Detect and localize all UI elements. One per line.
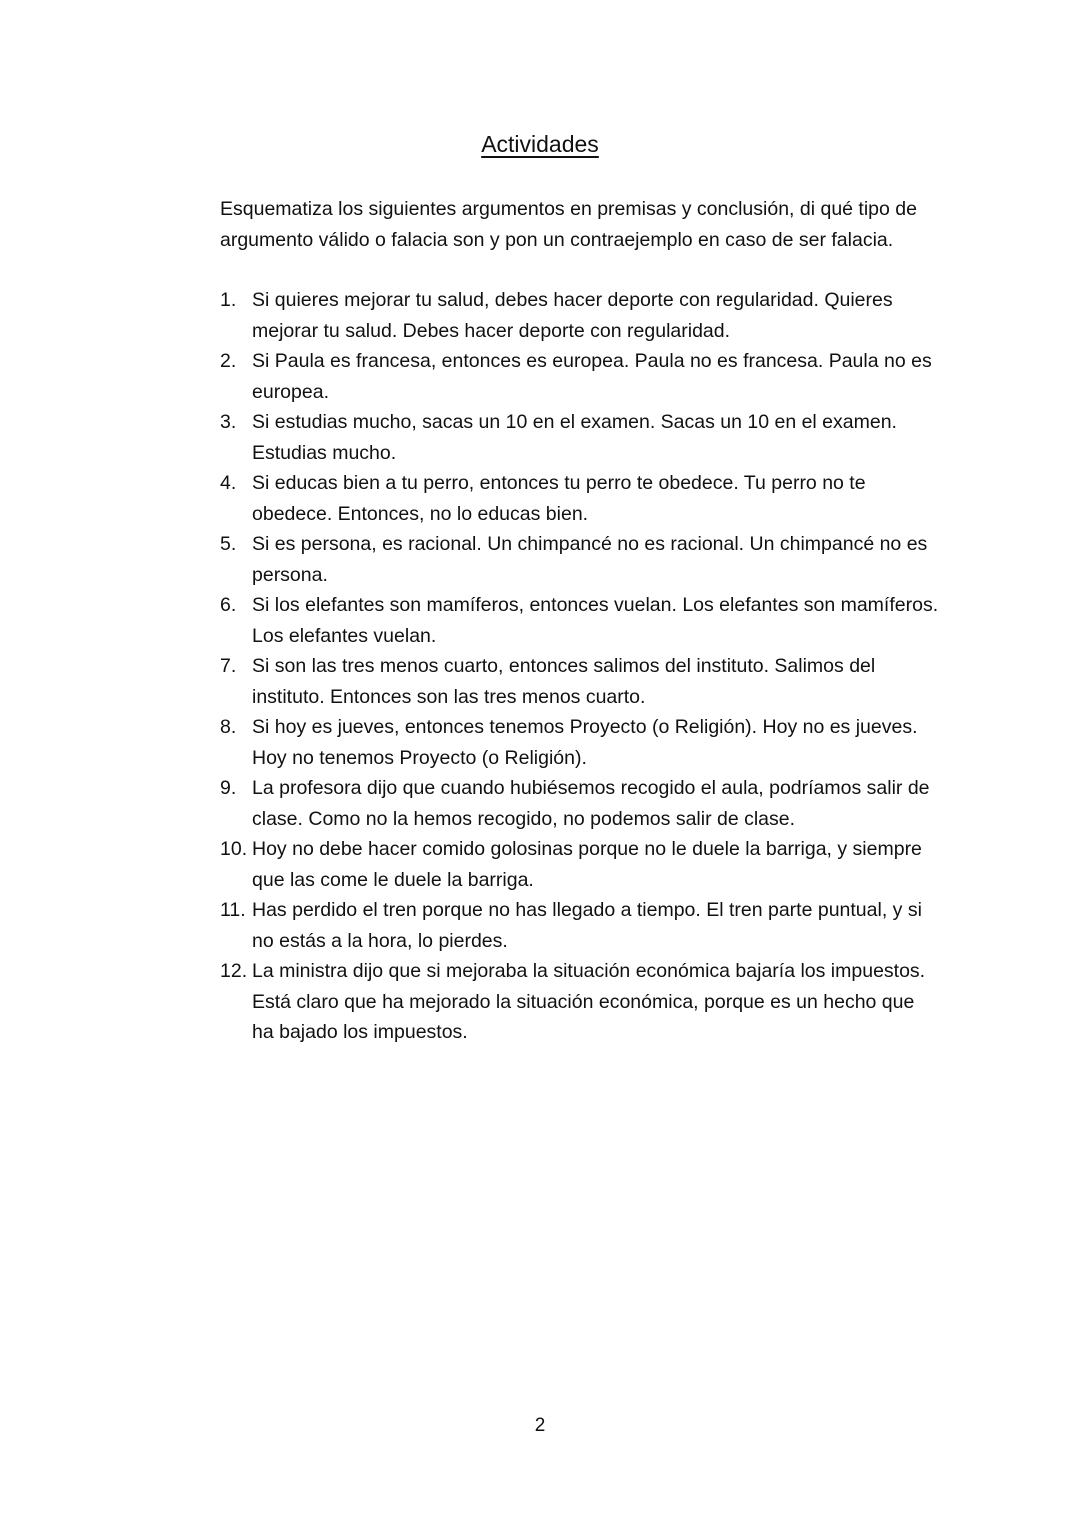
- list-item-text: Si quieres mejorar tu salud, debes hacer deporte con regularidad. Quieres mejorar tu salud. Debes hacer deporte con regularidad.: [252, 289, 893, 342]
- list-item-number: 9.: [220, 777, 237, 799]
- list-item: [220, 468, 940, 529]
- list-item-text: Si estudias mucho, sacas un 10 en el examen. Sacas un 10 en el examen. Estudias mucho.: [252, 411, 897, 464]
- argument-list: [220, 285, 940, 1048]
- list-item-number: 11.: [220, 899, 246, 921]
- list-item-number: 1.: [220, 289, 237, 311]
- list-item-number: 7.: [220, 655, 237, 677]
- instructions-paragraph: Esquematiza los siguientes argumentos en premisas y conclusión, di qué tipo de argumento válido o falacia son y pon un contraejemplo en caso de ser falacia.: [220, 198, 917, 251]
- list-item: [220, 773, 940, 834]
- list-item: [220, 895, 940, 956]
- list-item: [220, 285, 940, 346]
- list-item: [220, 529, 940, 590]
- list-item: [220, 712, 940, 773]
- list-item: [220, 834, 940, 895]
- list-item: [220, 651, 940, 712]
- list-item-text: Si hoy es jueves, entonces tenemos Proyecto (o Religión). Hoy no es jueves. Hoy no tenemos Proyecto (o Religión).: [252, 716, 918, 769]
- list-item-text: Hoy no debe hacer comido golosinas porque no le duele la barriga, y siempre que las come le duele la barriga.: [252, 838, 922, 891]
- list-item-text: Si Paula es francesa, entonces es europea. Paula no es francesa. Paula no es europea.: [252, 350, 932, 403]
- page-number: 2: [534, 1415, 546, 1436]
- list-item-text: Si educas bien a tu perro, entonces tu perro te obedece. Tu perro no te obedece. Entonces, no lo educas bien.: [252, 472, 866, 525]
- list-item-number: 3.: [220, 411, 237, 433]
- list-item-text: La profesora dijo que cuando hubiésemos recogido el aula, podríamos salir de clase. Como no la hemos recogido, no podemos salir de clase.: [252, 777, 930, 830]
- list-item-text: Si son las tres menos cuarto, entonces salimos del instituto. Salimos del instituto. Entonces son las tres menos cuarto.: [252, 655, 876, 708]
- list-item-text: La ministra dijo que si mejoraba la situación económica bajaría los impuestos. Está claro que ha mejorado la situación económica, porque es un hecho que ha bajado los impuestos.: [252, 960, 926, 1043]
- list-item-number: 12.: [220, 960, 248, 982]
- list-item-number: 2.: [220, 350, 237, 372]
- list-item: [220, 590, 940, 651]
- list-item-text: Si los elefantes son mamíferos, entonces vuelan. Los elefantes son mamíferos. Los elefantes vuelan.: [252, 594, 939, 647]
- list-item-number: 10.: [220, 838, 248, 860]
- page-title: [0, 128, 1080, 160]
- list-item-number: 4.: [220, 472, 237, 494]
- list-item: [220, 346, 940, 407]
- list-item-text: Has perdido el tren porque no has llegado a tiempo. El tren parte puntual, y si no estás a la hora, lo pierdes.: [252, 899, 922, 952]
- page-title-text: Actividades: [481, 131, 599, 157]
- list-item-number: 6.: [220, 594, 237, 616]
- list-item-text: Si es persona, es racional. Un chimpancé no es racional. Un chimpancé no es persona.: [252, 533, 928, 586]
- list-item-number: 8.: [220, 716, 237, 738]
- list-item-number: 5.: [220, 533, 237, 555]
- list-item: [220, 407, 940, 468]
- list-item: [220, 956, 940, 1048]
